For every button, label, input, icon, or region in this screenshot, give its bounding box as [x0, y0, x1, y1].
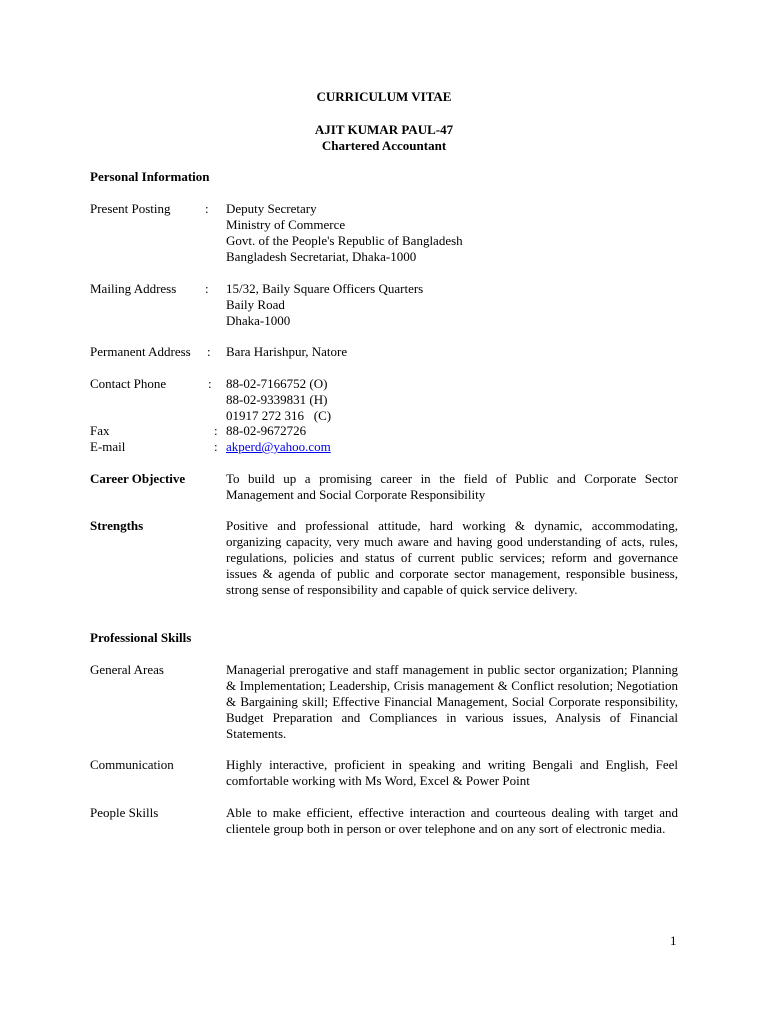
- document-title: CURRICULUM VITAE: [316, 89, 452, 104]
- present-posting-line: Ministry of Commerce: [226, 217, 346, 232]
- permanent-address-colon: :: [207, 344, 211, 359]
- email-link[interactable]: akperd@yahoo.com: [226, 439, 331, 454]
- professional-skills-heading: Professional Skills: [90, 630, 192, 645]
- fax-label: Fax: [90, 423, 110, 438]
- present-posting-label: Present Posting: [90, 201, 171, 216]
- contact-phone-colon: :: [208, 376, 212, 391]
- mailing-address-line: Dhaka-1000: [226, 313, 291, 328]
- fax-colon: :: [214, 423, 218, 438]
- page-number: 1: [670, 933, 677, 948]
- permanent-address-label: Permanent Address: [90, 344, 191, 359]
- personal-information-heading: Personal Information: [90, 169, 210, 184]
- email-colon: :: [214, 439, 218, 454]
- communication-text: Highly interactive, proficient in speaking and writing Bengali and English, Feel comfortable working with Ms Word, Excel & Power Point: [226, 757, 678, 788]
- strengths-heading: Strengths: [90, 518, 144, 533]
- mailing-address-colon: :: [205, 281, 209, 296]
- contact-phone-line: 01917 272 316 (C): [226, 408, 332, 423]
- people-skills-label: People Skills: [90, 805, 159, 820]
- candidate-name: AJIT KUMAR PAUL-47: [314, 122, 454, 137]
- general-areas-text: Managerial prerogative and staff management in public sector organization; Planning & Implementation; Leadership, Crisis management & Conflict resolution; Negotiation & Bargaining skill; Effective Financial Management, Social Corporate responsibility, Budget Preparation and Compliances in various issues, Analysis of Financial Statements.: [226, 662, 678, 741]
- present-posting-line: Bangladesh Secretariat, Dhaka-1000: [226, 249, 417, 264]
- mailing-address-line: 15/32, Baily Square Officers Quarters: [226, 281, 424, 296]
- present-posting-colon: :: [205, 201, 209, 216]
- contact-phone-line: 88-02-9339831 (H): [226, 392, 328, 407]
- contact-phone-label: Contact Phone: [90, 376, 167, 391]
- permanent-address-value: Bara Harishpur, Natore: [226, 344, 348, 359]
- contact-phone-line: 88-02-7166752 (O): [226, 376, 328, 391]
- career-objective-text: To build up a promising career in the field of Public and Corporate Sector Management and Social Corporate Responsibility: [226, 471, 678, 502]
- career-objective-heading: Career Objective: [90, 471, 186, 486]
- candidate-profession: Chartered Accountant: [321, 138, 447, 153]
- present-posting-line: Deputy Secretary: [226, 201, 317, 216]
- people-skills-text: Able to make efficient, effective interaction and courteous dealing with target and clientele group both in person or over telephone and on any sort of electronic media.: [226, 805, 678, 836]
- email-label: E-mail: [90, 439, 126, 454]
- fax-value: 88-02-9672726: [226, 423, 307, 438]
- mailing-address-label: Mailing Address: [90, 281, 177, 296]
- strengths-text: Positive and professional attitude, hard working & dynamic, accommodating, organizing capacity, very much aware and having good understanding of acts, rules, regulations, policies and status of current public services; reform and governance issues & agenda of public and corporate sector management, responsible business, strong sense of responsibility and capable of quick service delivery.: [226, 518, 678, 597]
- present-posting-line: Govt. of the People's Republic of Bangladesh: [226, 233, 463, 248]
- general-areas-label: General Areas: [90, 662, 164, 677]
- mailing-address-value: [226, 281, 423, 329]
- present-posting-value: [226, 201, 463, 265]
- contact-phone-value: [226, 376, 331, 424]
- communication-label: Communication: [90, 757, 174, 772]
- mailing-address-line: Baily Road: [226, 297, 285, 312]
